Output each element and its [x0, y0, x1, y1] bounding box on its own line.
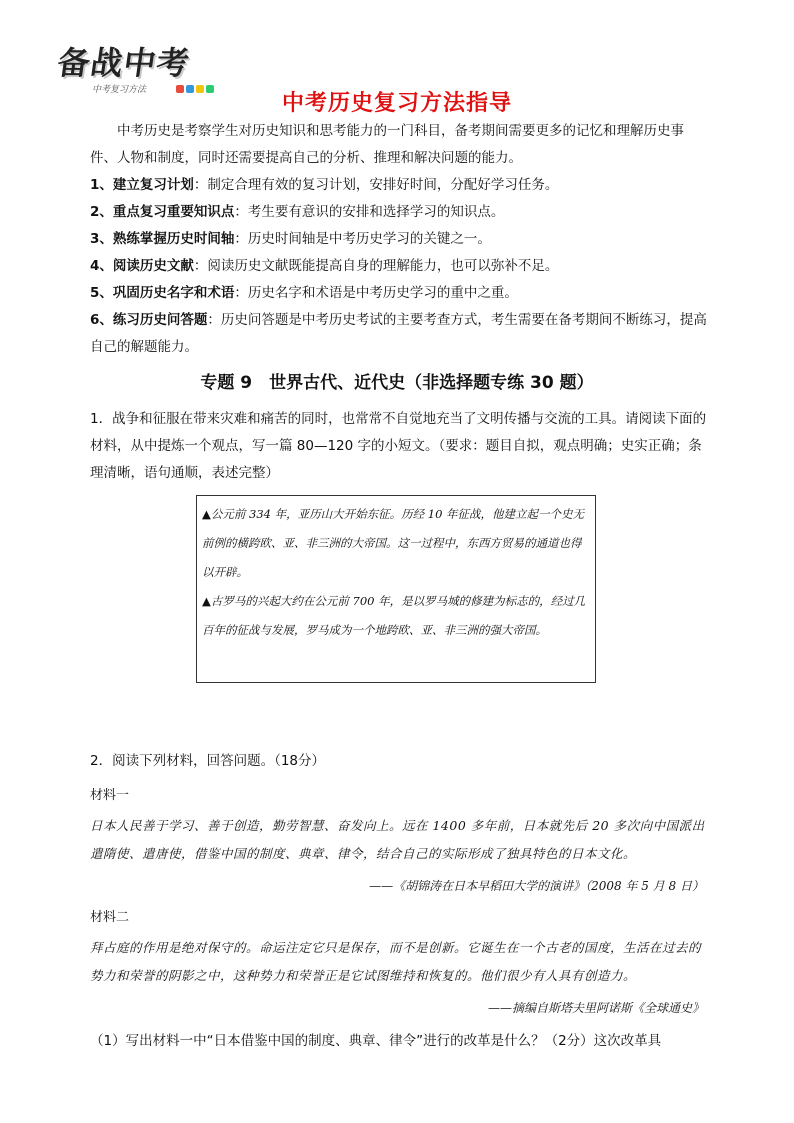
method-body: ：制定合理有效的复习计划，安排好时间，分配好学习任务。 — [193, 177, 559, 193]
method-num: 4、 — [90, 258, 113, 274]
page-title: 中考历史复习方法指导 — [281, 91, 512, 116]
material-1-source: ——《胡锦涛在日本早稻田大学的演讲》（2008 年 5 月 8 日） — [369, 879, 704, 893]
material-box — [196, 495, 596, 683]
method-head: 重点复习重要知识点 — [112, 204, 235, 220]
method-body: ：历史时间轴是中考历史学习的关键之一。 — [234, 231, 491, 247]
question-2: 2．阅读下列材料，回答问题。（18分） — [90, 753, 326, 769]
method-body: ：考生要有意识的安排和选择学习的知识点。 — [234, 204, 505, 220]
question-1: 1．战争和征服在带来灾难和痛苦的同时，也常常不自觉地充当了文明传播与交流的工具。请阅读下面的材料，从中提炼一个观点，写一篇 80—120 字的小短文。（要求：题目自拟，观点明确；史实正确；条理清晰，语句通顺，表述完整） — [90, 411, 707, 481]
material-2-text: 拜占庭的作用是绝对保守的。命运注定它只是保存，而不是创新。它诞生在一个古老的国度，生活在过去的势力和荣誉的阴影之中，这种势力和荣誉正是它试图维持和恢复的。他们很少有人具有创造力。 — [90, 940, 702, 983]
method-num: 3、 — [90, 231, 113, 247]
method-body: ：历史名字和术语是中考历史学习的重中之重。 — [234, 285, 518, 301]
method-item-4 — [90, 253, 710, 280]
method-item-2 — [90, 199, 710, 226]
method-num: 2、 — [90, 204, 113, 220]
method-num: 5、 — [90, 285, 113, 301]
material-1-label: 材料一 — [90, 788, 130, 803]
method-num: 1、 — [90, 177, 113, 193]
material-2-source: ——摘编自斯塔夫里阿诺斯《全球通史》 — [487, 1001, 704, 1015]
logo-subtext: 中考复习方法 — [92, 85, 147, 95]
method-body: ：历史问答题是中考历史考试的主要考查方式，考生需要在备考期间不断练习，提高自己的解题能力。 — [90, 312, 707, 355]
method-head: 熟练掌握历史时间轴 — [112, 231, 235, 247]
method-item-3 — [90, 226, 710, 253]
material-box-item-2: ▲古罗马的兴起大约在公元前 700 年，是以罗马城的修建为标志的，经过几百年的征战与发展，罗马成为一个地跨欧、亚、非三洲的强大帝国。 — [202, 594, 586, 637]
method-body: ：阅读历史文献既能提高自身的理解能力，也可以弥补不足。 — [193, 258, 559, 274]
method-num: 6、 — [90, 312, 113, 328]
method-head: 阅读历史文献 — [112, 258, 194, 274]
method-head: 建立复习计划 — [112, 177, 194, 193]
logo-text: 备战中考 — [55, 44, 193, 82]
topic-title: 专题 9 世界古代、近代史（非选择题专练 30 题） — [200, 373, 594, 393]
material-box-item-1: ▲公元前 334 年，亚历山大开始东征。历经 10 年征战，他建立起一个史无前例的横跨欧、亚、非三洲的大帝国。这一过程中，东西方贸易的通道也得以开辟。 — [202, 507, 585, 579]
method-item-5 — [90, 280, 710, 307]
intro-paragraph: 中考历史是考察学生对历史知识和思考能力的一门科目，备考期间需要更多的记忆和理解历史事件、人物和制度，同时还需要提高自己的分析、推理和解决问题的能力。 — [90, 123, 684, 166]
sub-question-1: （1）写出材料一中“日本借鉴中国的制度、典章、律令”进行的改革是什么？（2分）这次改革具 — [90, 1033, 662, 1049]
method-head: 练习历史问答题 — [112, 312, 208, 328]
material-1-text: 日本人民善于学习、善于创造，勤劳智慧、奋发向上。远在 1400 多年前，日本就先后 20 多次向中国派出遣隋使、遣唐使，借鉴中国的制度、典章、律令，结合自己的实际形成了独具特色的日本文化。 — [90, 818, 705, 861]
method-item-6 — [90, 307, 710, 361]
method-item-1 — [90, 172, 710, 199]
method-head: 巩固历史名字和术语 — [112, 285, 235, 301]
material-2-label: 材料二 — [90, 910, 130, 925]
